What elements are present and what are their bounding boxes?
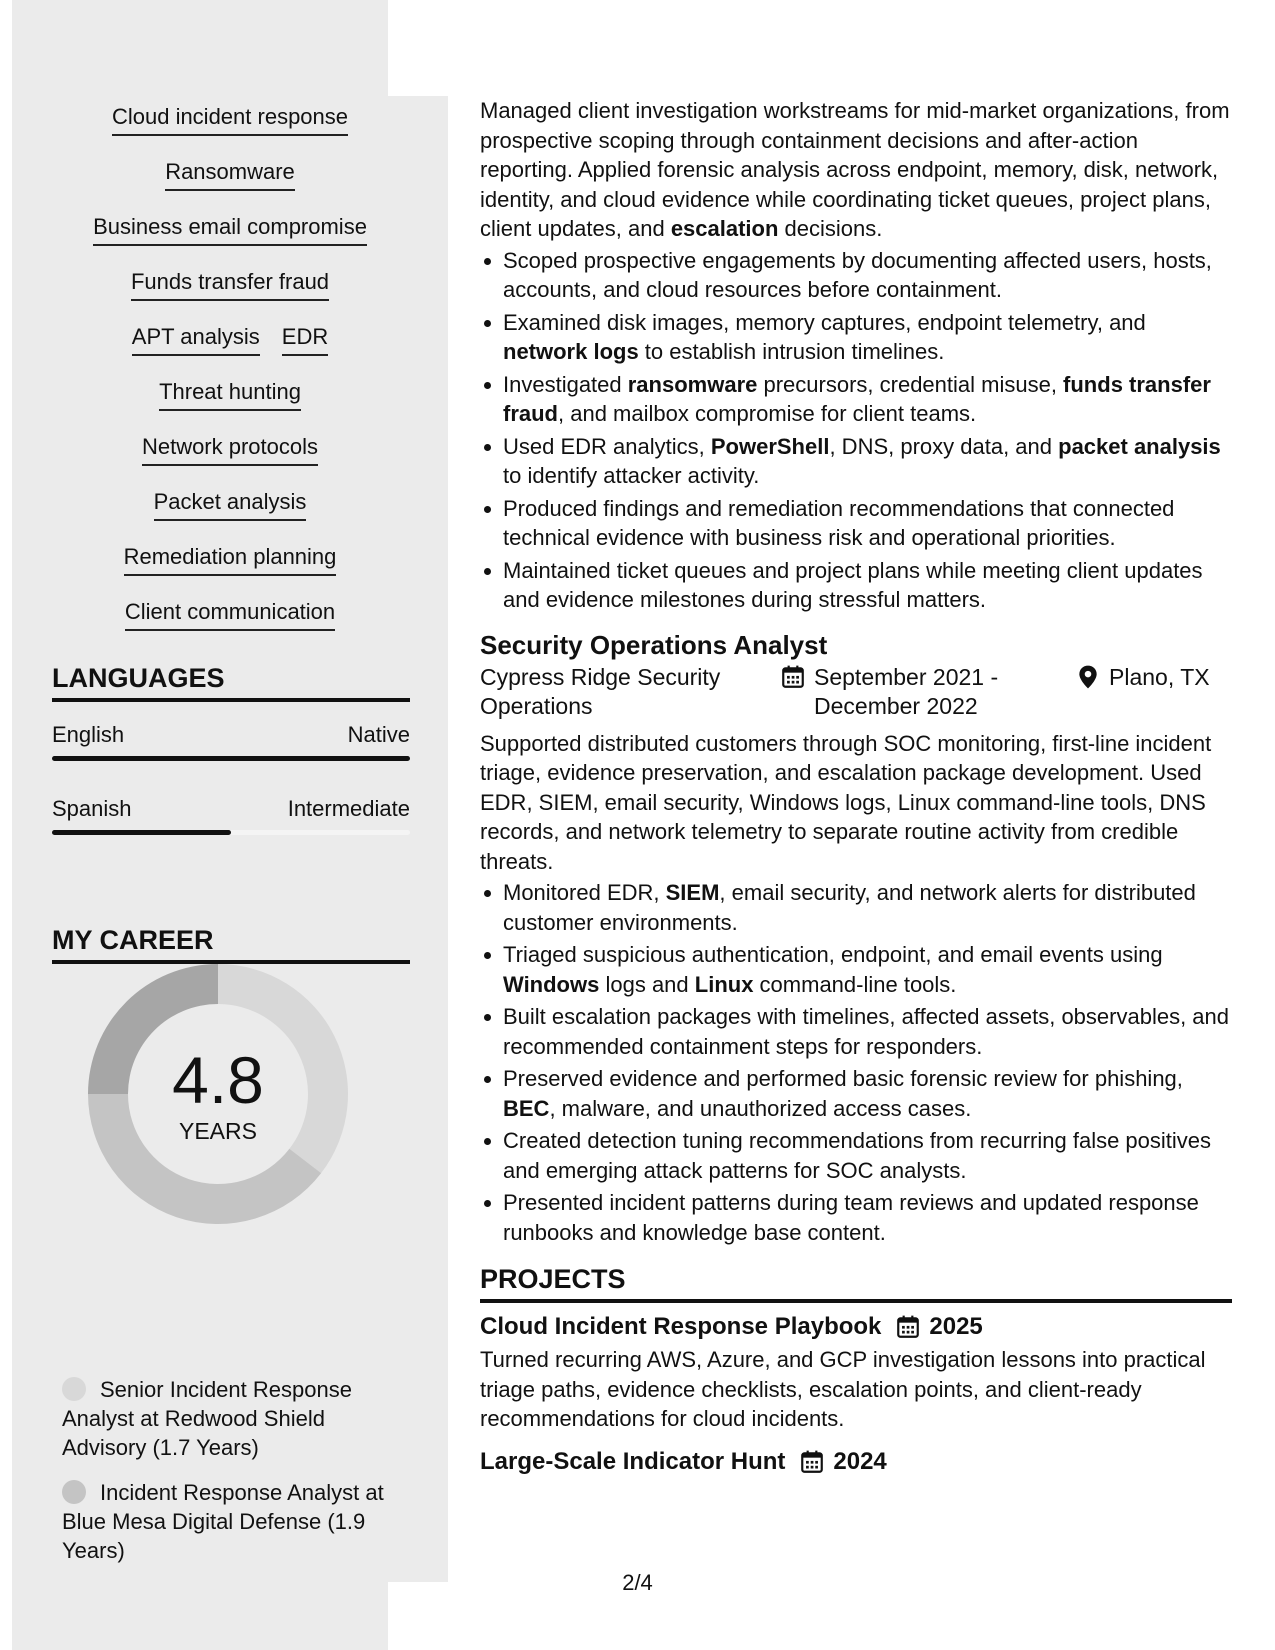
skill-tag: Packet analysis <box>154 489 307 521</box>
bullet-item: Scoped prospective engagements by documenting affected users, hosts, accounts, and cloud resources before containment. <box>480 246 1232 305</box>
language-level: Native <box>347 722 410 747</box>
bullet-item: Investigated ransomware precursors, credential misuse, funds transfer fraud, and mailbox compromise for client teams. <box>480 370 1232 429</box>
skill-row <box>12 379 448 434</box>
skill-tag: Funds transfer fraud <box>131 269 329 301</box>
calendar-icon <box>799 1449 825 1475</box>
job-summary: Managed client investigation workstreams for mid-market organizations, from prospective scoping through containment decisions and after-action reporting. Applied forensic analysis across endpoint, memory, disk, network, identity, and cloud evidence while coordinating ticket queues, project plans, client updates, and escalation decisions. <box>480 98 1230 241</box>
career-legend-text: Senior Incident Response Analyst at Redwood Shield Advisory (1.7 Years) <box>62 1377 352 1460</box>
skill-row <box>12 544 448 599</box>
language-english <box>52 722 410 761</box>
bullet-item: Examined disk images, memory captures, endpoint telemetry, and network logs to establish intrusion timelines. <box>480 308 1232 367</box>
job-meta <box>480 663 1232 721</box>
skill-tag: Business email compromise <box>93 214 367 246</box>
project-title: Large-Scale Indicator Hunt <box>480 1447 786 1475</box>
language-spanish <box>52 796 410 835</box>
calendar-icon <box>895 1314 921 1340</box>
language-name: English <box>52 722 125 747</box>
skill-row <box>12 489 448 544</box>
sidebar-background-top <box>12 0 388 96</box>
job-location <box>1075 663 1210 721</box>
project-title: Cloud Incident Response Playbook <box>480 1313 882 1340</box>
bullet-item: Maintained ticket queues and project plans while meeting client updates and evidence milestones during stressful matters. <box>480 556 1232 615</box>
career-legend-item <box>62 1375 412 1462</box>
skills-list <box>12 104 448 654</box>
career-legend-item <box>62 1478 412 1565</box>
skill-tag: Ransomware <box>165 159 295 191</box>
job-title: Security Operations Analyst <box>480 629 828 660</box>
bullet-item: Monitored EDR, SIEM, email security, and network alerts for distributed customer environments. <box>480 878 1232 937</box>
skill-tag: Network protocols <box>142 434 318 466</box>
skill-tag: Cloud incident response <box>112 104 348 136</box>
career-heading: MY CAREER <box>52 924 410 964</box>
project-title-row <box>480 1446 1232 1478</box>
job-location-text: Plano, TX <box>1109 663 1210 690</box>
skill-row <box>12 434 448 489</box>
language-bar-fill <box>52 756 410 761</box>
calendar-icon <box>780 664 806 690</box>
skill-row <box>12 104 448 159</box>
job-dates-text: September 2021 - December 2022 <box>814 663 999 719</box>
page-number: 2/4 <box>622 1570 653 1595</box>
projects-heading: PROJECTS <box>480 1263 1232 1303</box>
legend-dot-icon <box>62 1377 86 1401</box>
job-company: Cypress Ridge Security Operations <box>480 663 721 719</box>
legend-dot-icon <box>62 1480 86 1504</box>
skill-tag: Remediation planning <box>124 544 337 576</box>
career-years-label: YEARS <box>179 1118 257 1144</box>
skill-row <box>12 324 448 379</box>
language-name: Spanish <box>52 796 132 821</box>
skill-row <box>12 269 448 324</box>
bullet-item: Presented incident patterns during team reviews and updated response runbooks and knowledge base content. <box>480 1188 1232 1247</box>
career-total-years: 4.8 <box>172 1043 264 1117</box>
skill-row <box>12 214 448 269</box>
job-dates <box>780 663 1075 721</box>
language-bar-fill <box>52 830 231 835</box>
project-description: Turned recurring AWS, Azure, and GCP investigation lessons into practical triage paths, evidence checklists, escalation points, and client-ready recommendations for cloud incidents. <box>480 1347 1206 1431</box>
bullet-item: Preserved evidence and performed basic forensic review for phishing, BEC, malware, and unauthorized access cases. <box>480 1064 1232 1123</box>
career-legend-text: Incident Response Analyst at Blue Mesa Digital Defense (1.9 Years) <box>62 1480 384 1563</box>
language-bar <box>52 756 410 761</box>
bullet-item: Produced findings and remediation recommendations that connected technical evidence with business risk and operational priorities. <box>480 494 1232 553</box>
bullet-item: Used EDR analytics, PowerShell, DNS, proxy data, and packet analysis to identify attacker activity. <box>480 432 1232 491</box>
skill-tag: Client communication <box>125 599 335 631</box>
skill-row <box>12 159 448 214</box>
map-pin-icon <box>1075 664 1101 690</box>
project-year: 2024 <box>833 1447 887 1475</box>
job-bullets <box>480 246 1232 615</box>
skill-tag: APT analysis <box>132 324 260 356</box>
skill-tag: Threat hunting <box>159 379 301 411</box>
bullet-item: Built escalation packages with timelines, affected assets, observables, and recommended containment steps for responders. <box>480 1002 1232 1061</box>
skill-row <box>12 599 448 654</box>
main-content <box>480 96 1232 1478</box>
bullet-item: Created detection tuning recommendations from recurring false positives and emerging attack patterns for SOC analysts. <box>480 1126 1232 1185</box>
project-title-row <box>480 1311 1232 1343</box>
language-bar <box>52 830 410 835</box>
project-year: 2025 <box>929 1313 983 1340</box>
bullet-item: Triaged suspicious authentication, endpoint, and email events using Windows logs and Linux command-line tools. <box>480 940 1232 999</box>
languages-heading: LANGUAGES <box>52 662 410 702</box>
job-summary: Supported distributed customers through SOC monitoring, first-line incident triage, evidence preservation, and escalation package development. Used EDR, SIEM, email security, Windows logs, Linux command-line tools, DNS records, and network telemetry to separate routine activity from credible threats. <box>480 730 1212 874</box>
language-level: Intermediate <box>287 796 410 821</box>
skill-tag: EDR <box>282 324 328 356</box>
job-bullets <box>480 878 1232 1247</box>
